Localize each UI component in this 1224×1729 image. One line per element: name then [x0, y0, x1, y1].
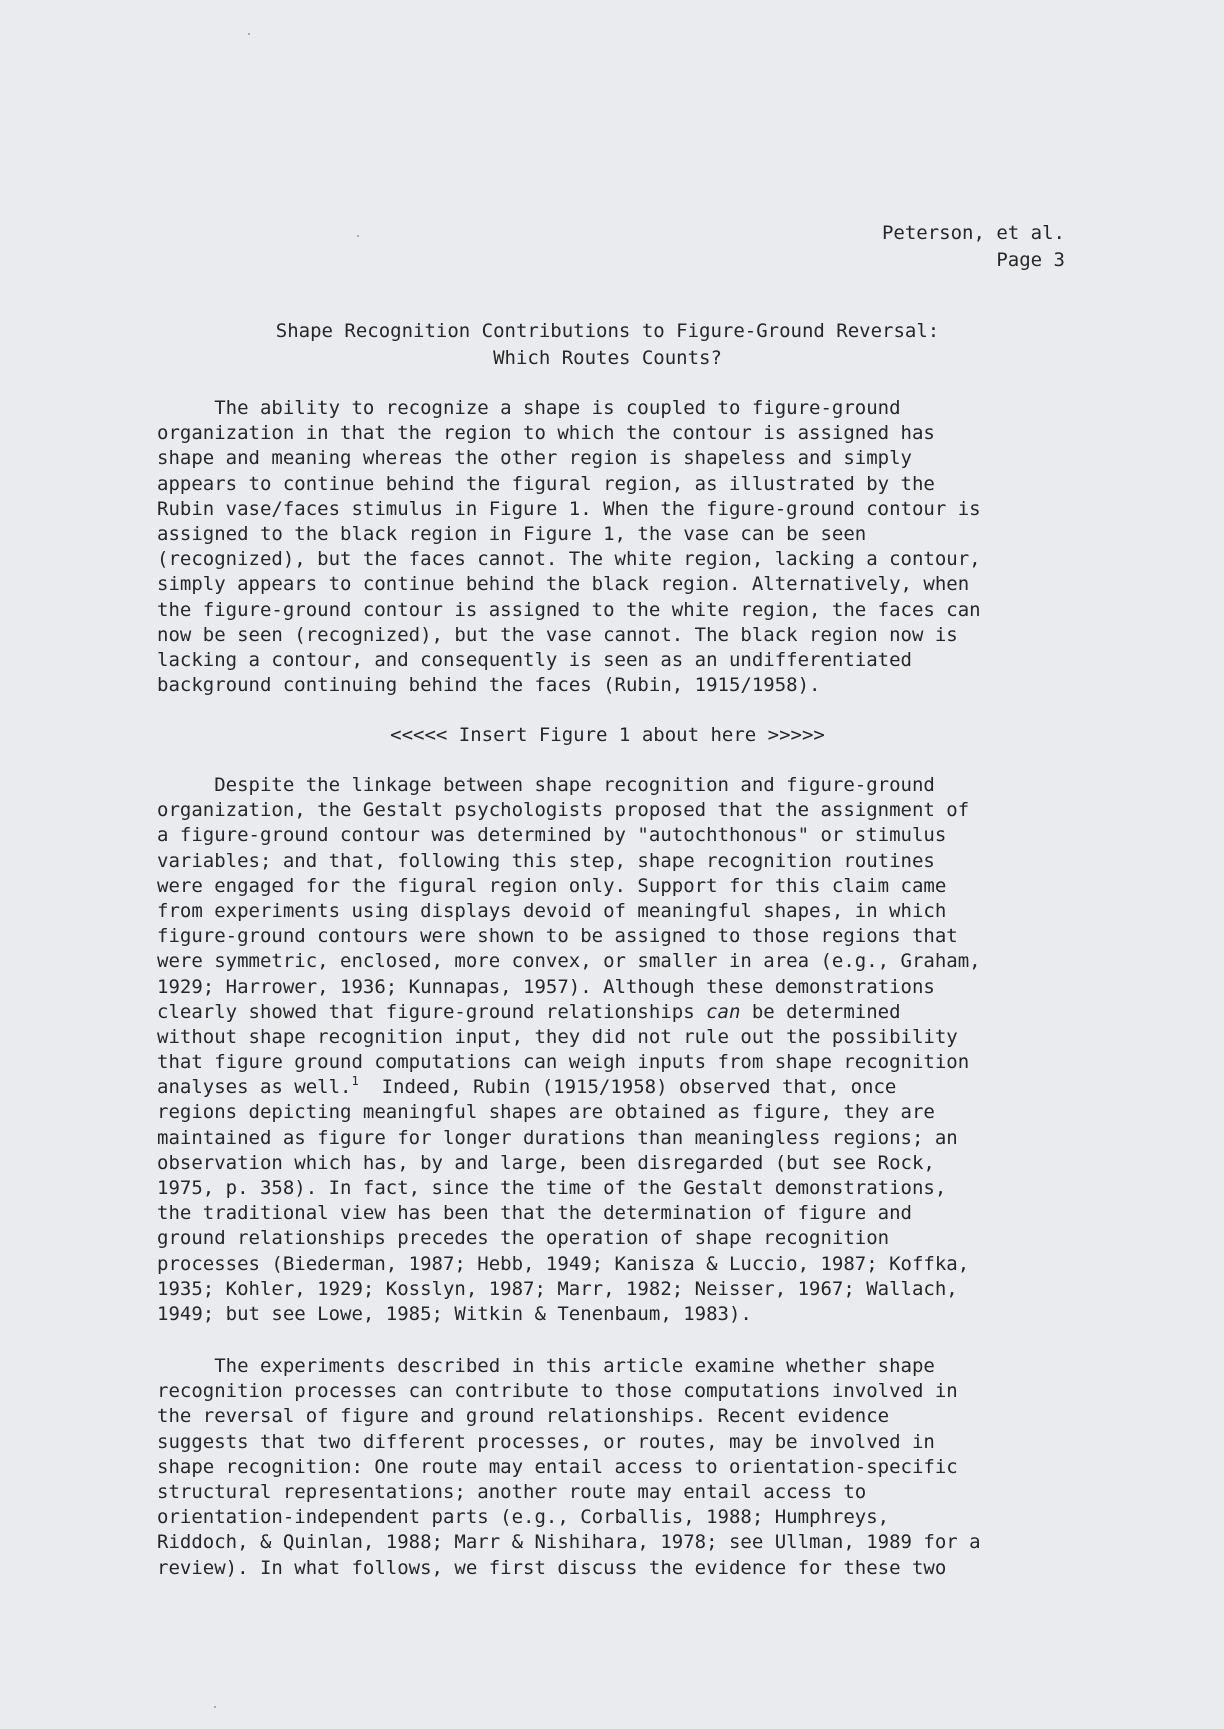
- footnote-marker: 1: [351, 1074, 359, 1089]
- title-line-1: Shape Recognition Contributions to Figure-Ground Reversal:: [275, 320, 940, 342]
- text-line: from experiments using displays devoid of meaningful shapes, in which: [157, 899, 947, 922]
- running-header: [700, 220, 1065, 274]
- text-segment: clearly showed that figure-ground relationships: [157, 1000, 707, 1023]
- header-author: Peterson, et al.: [881, 222, 1065, 244]
- scan-speck: [214, 1706, 216, 1708]
- text-line: organization, the Gestalt psychologists proposed that the assignment of: [157, 799, 970, 822]
- text-line: without shape recognition input, they did not rule out the possibility: [157, 1025, 958, 1048]
- text-line: a figure-ground contour was determined by "autochthonous" or stimulus: [157, 824, 947, 847]
- text-line: shape and meaning whereas the other region is shapeless and simply: [157, 447, 912, 470]
- scan-speck: [357, 235, 359, 237]
- text-line: the reversal of figure and ground relationships. Recent evidence: [157, 1405, 890, 1428]
- text-line: orientation-independent parts (e.g., Corballis, 1988; Humphreys,: [157, 1506, 890, 1529]
- text-line: 1949; but see Lowe, 1985; Witkin & Tenenbaum, 1983).: [157, 1302, 752, 1325]
- text-line: recognition processes can contribute to those computations involved in: [157, 1380, 958, 1403]
- text-line: 1935; Kohler, 1929; Kosslyn, 1987; Marr, 1982; Neisser, 1967; Wallach,: [157, 1277, 958, 1300]
- text-line-with-emphasis: [157, 1000, 1077, 1025]
- paragraph-2: [157, 773, 1077, 1327]
- text-line: Despite the linkage between shape recognition and figure-ground: [157, 774, 935, 796]
- scan-speck: [248, 33, 250, 35]
- text-line: regions depicting meaningful shapes are obtained as figure, they are: [157, 1101, 935, 1124]
- article-title: [150, 318, 1065, 372]
- text-line: maintained as figure for longer durations than meaningless regions; an: [157, 1126, 958, 1149]
- text-line: now be seen (recognized), but the vase cannot. The black region now is: [157, 623, 958, 646]
- text-line: appears to continue behind the figural region, as illustrated by the: [157, 472, 935, 495]
- text-line: figure-ground contours were shown to be assigned to those regions that: [157, 925, 958, 948]
- text-line: were symmetric, enclosed, more convex, or smaller in area (e.g., Graham,: [157, 950, 981, 973]
- text-line-with-footnote: [157, 1075, 1077, 1100]
- figure-insert-note: <<<<< Insert Figure 1 about here >>>>>: [390, 724, 825, 746]
- text-line: processes (Biederman, 1987; Hebb, 1949; Kanisza & Luccio, 1987; Koffka,: [157, 1252, 970, 1275]
- text-line: that figure ground computations can weigh inputs from shape recognition: [157, 1051, 970, 1074]
- text-segment: analyses as well.: [157, 1076, 352, 1099]
- title-line-2: Which Routes Counts?: [493, 347, 722, 369]
- text-line: variables; and that, following this step, shape recognition routines: [157, 849, 935, 872]
- text-line: assigned to the black region in Figure 1, the vase can be seen: [157, 522, 867, 545]
- emphasized-word: can: [706, 1000, 741, 1023]
- text-line: the traditional view has been that the determination of figure and: [157, 1202, 912, 1225]
- text-line: 1975, p. 358). In fact, since the time of the Gestalt demonstrations,: [157, 1177, 947, 1199]
- text-line: review). In what follows, we first discuss the evidence for these two: [157, 1556, 947, 1579]
- text-line: Riddoch, & Quinlan, 1988; Marr & Nishihara, 1978; see Ullman, 1989 for a: [157, 1531, 981, 1554]
- text-line: ground relationships precedes the operation of shape recognition: [157, 1227, 890, 1250]
- text-line: suggests that two different processes, or routes, may be involved in: [157, 1430, 935, 1453]
- text-line: were engaged for the figural region only. Support for this claim came: [157, 874, 947, 897]
- text-line: shape recognition: One route may entail access to orientation-specific: [157, 1455, 958, 1478]
- text-line: Rubin vase/faces stimulus in Figure 1. When the figure-ground contour is: [157, 497, 981, 520]
- text-line: organization in that the region to which the contour is assigned has: [157, 422, 935, 445]
- text-line: simply appears to continue behind the black region. Alternatively, when: [157, 573, 970, 596]
- text-line: (recognized), but the faces cannot. The white region, lacking a contour,: [157, 548, 981, 571]
- header-page-number: Page 3: [996, 249, 1065, 271]
- text-segment: Indeed, Rubin (1915/1958) observed that, once: [358, 1076, 897, 1099]
- text-line: 1929; Harrower, 1936; Kunnapas, 1957). Although these demonstrations: [157, 975, 935, 998]
- text-line: the figure-ground contour is assigned to the white region, the faces can: [157, 598, 981, 621]
- text-line: observation which has, by and large, been disregarded (but see Rock,: [157, 1151, 935, 1174]
- text-line: The ability to recognize a shape is coupled to figure-ground: [157, 397, 901, 419]
- paragraph-1: [157, 396, 1077, 698]
- paragraph-3: [157, 1354, 1077, 1581]
- text-line: structural representations; another route may entail access to: [157, 1480, 867, 1503]
- text-line: The experiments described in this article examine whether shape: [157, 1355, 935, 1377]
- text-line: background continuing behind the faces (Rubin, 1915/1958).: [157, 674, 821, 697]
- text-segment: be determined: [740, 1000, 901, 1023]
- text-line: lacking a contour, and consequently is seen as an undifferentiated: [157, 648, 912, 671]
